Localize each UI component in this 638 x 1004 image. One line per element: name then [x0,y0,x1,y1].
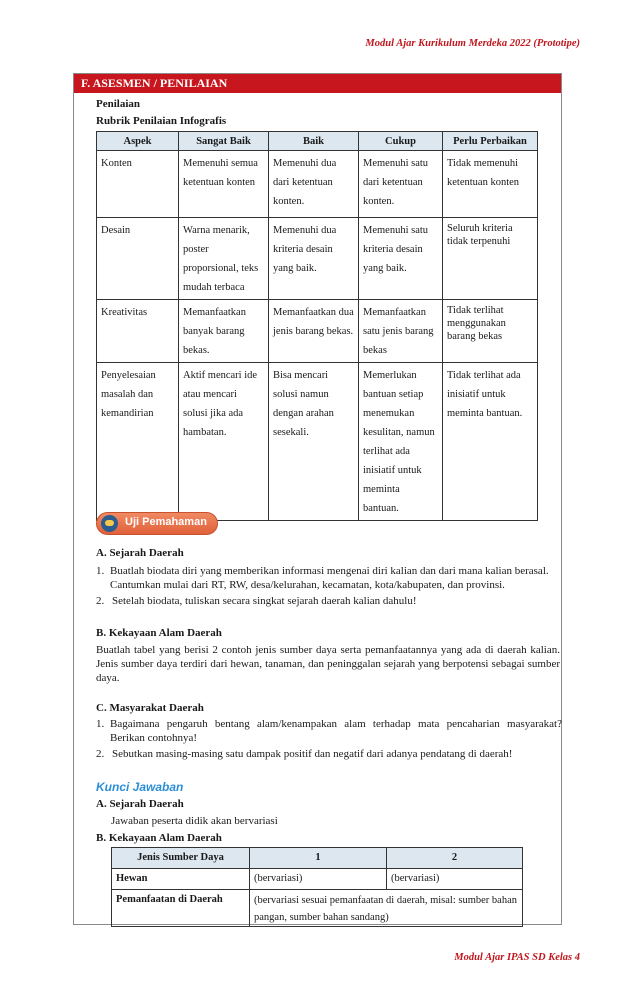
table-cell: Kreativitas [97,300,179,363]
item-number: 2. [96,748,105,760]
list-item [96,594,562,608]
item-text: Buatlah biodata diri yang memberikan informasi mengenai diri kalian dan dari mana kalian berasal. Cantumkan mulai dari RT, RW, desa/kelurahan, kecamatan, kota/kabupaten, dan provinsi. [110,565,549,591]
table-cell: Tidak terlihat menggunakan barang bekas [443,300,538,363]
table-cell: Konten [97,151,179,218]
penilaian-label: Penilaian [96,98,141,110]
table-cell: Memenuhi dua dari ketentuan konten. [269,151,359,218]
list-item [96,747,562,761]
table-cell: Pemanfaatan di Daerah [112,890,250,927]
quiz-icon [101,515,118,532]
table-cell: Memanfaatkan dua jenis barang bekas. [269,300,359,363]
uji-pemahaman-label: Uji Pemahaman [125,516,207,528]
table-cell: Tidak memenuhi ketentuan konten [443,151,538,218]
table-cell: Tidak terlihat ada inisiatif untuk meminta bantuan. [443,363,538,521]
rubric-header-cukup: Cukup [359,132,443,151]
table-cell: Memenuhi dua kriteria desain yang baik. [269,218,359,300]
table-cell: (bervariasi sesuai pemanfaatan di daerah, misal: sumber bahan pangan, sumber bahan sandang) [250,890,523,927]
rubric-title: Rubrik Penilaian Infografis [96,115,227,127]
rubric-header-perlu-perbaikan: Perlu Perbaikan [443,132,538,151]
table-cell: Bisa mencari solusi namun dengan arahan sesekali. [269,363,359,521]
kunci-b-title: B. Kekayaan Alam Daerah [96,832,222,844]
answer-header-row [112,848,523,869]
answer-header-jenis: Jenis Sumber Daya [112,848,250,869]
rubric-header-baik: Baik [269,132,359,151]
table-row [97,300,538,363]
rubric-header-aspek: Aspek [97,132,179,151]
uji-pemahaman-button[interactable] [96,512,218,535]
page-header: Modul Ajar Kurikulum Merdeka 2022 (Prototipe) [365,38,580,49]
table-cell: Memerlukan bantuan setiap menemukan kesulitan, namun terlihat ada inisiatif untuk meminta bantuan. [359,363,443,521]
table-cell: Memanfaatkan satu jenis barang bekas [359,300,443,363]
item-text: Bagaimana pengaruh bentang alam/kenampakan alam terhadap mata pencaharian masyarakat? Berikan contohnya! [110,718,562,744]
list-item [96,717,562,745]
table-cell: Aktif mencari ide atau mencari solusi jika ada hambatan. [179,363,269,521]
section-a-title: A. Sejarah Daerah [96,547,184,559]
item-number: 2. [96,595,105,607]
table-cell: Warna menarik, poster proporsional, teks mudah terbaca [179,218,269,300]
table-cell: (bervariasi) [250,869,387,890]
table-cell: Penyelesaian masalah dan kemandirian [97,363,179,521]
table-row [97,218,538,300]
section-title-bar: F. ASESMEN / PENILAIAN [74,74,561,93]
list-item [96,564,562,592]
table-cell: (bervariasi) [387,869,523,890]
table-cell: Seluruh kriteria tidak terpenuhi [443,218,538,300]
answer-header-1: 1 [250,848,387,869]
kunci-jawaban-title: Kunci Jawaban [96,780,184,794]
table-row [97,363,538,521]
page-footer: Modul Ajar IPAS SD Kelas 4 [454,952,580,963]
table-row [112,890,523,927]
kunci-a-title: A. Sejarah Daerah [96,798,184,810]
table-cell: Memanfaatkan banyak barang bekas. [179,300,269,363]
rubric-header-sangat-baik: Sangat Baik [179,132,269,151]
rubric-header-row [97,132,538,151]
item-number: 1. [96,718,105,730]
table-cell: Memenuhi semua ketentuan konten [179,151,269,218]
answer-table [111,847,523,927]
item-text: Sebutkan masing-masing satu dampak positif dan negatif dari adanya pendatang di daerah! [112,748,513,760]
item-number: 1. [96,565,105,577]
table-row [112,869,523,890]
table-row [97,151,538,218]
answer-header-2: 2 [387,848,523,869]
kunci-a-text: Jawaban peserta didik akan bervariasi [111,815,278,827]
table-cell: Memenuhi satu dari ketentuan konten. [359,151,443,218]
section-c-title: C. Masyarakat Daerah [96,702,204,714]
section-b-text: Buatlah tabel yang berisi 2 contoh jenis sumber daya serta pemanfaatannya yang ada di daerah kalian. Jenis sumber daya terdiri dari hewan, tanaman, dan peninggalan sejarah yang berpotensi sebagai sumber daya. [96,644,560,684]
rubric-table [96,131,538,521]
table-cell: Desain [97,218,179,300]
section-b-title: B. Kekayaan Alam Daerah [96,627,222,639]
item-text: Setelah biodata, tuliskan secara singkat sejarah daerah kalian dahulu! [112,595,417,607]
table-cell: Hewan [112,869,250,890]
table-cell: Memenuhi satu kriteria desain yang baik. [359,218,443,300]
